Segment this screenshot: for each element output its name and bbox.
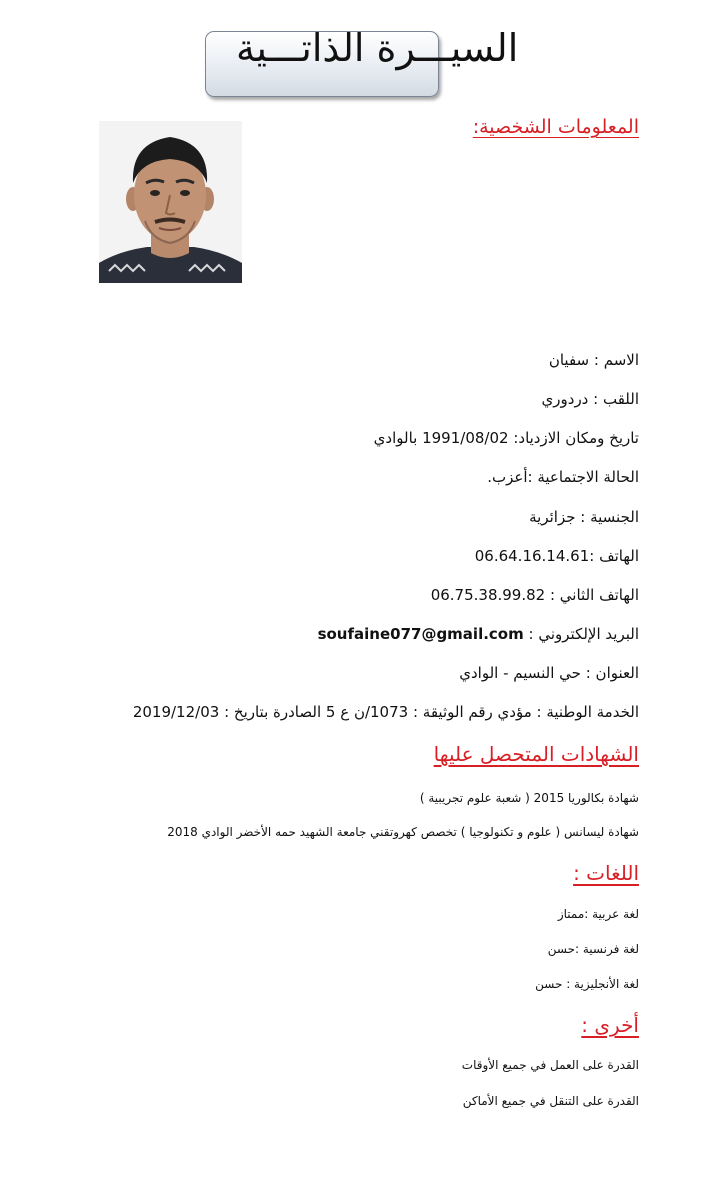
nationality-label: الجنسية : xyxy=(575,508,639,526)
other-heading: أخرى : xyxy=(581,1013,639,1037)
page-title: السيـــرة الذاتـــية xyxy=(236,26,519,70)
name-label: الاسم : xyxy=(589,351,639,369)
birth-line xyxy=(374,429,639,447)
marital-label: الحالة الاجتماعية : xyxy=(527,468,639,486)
email-value[interactable]: soufaine077@gmail.com xyxy=(317,625,524,643)
language-item: لغة عربية :ممتاز xyxy=(557,907,639,921)
certificate-item: شهادة بكالوريا 2015 ( شعبة علوم تجريبية ) xyxy=(419,791,639,805)
language-item: لغة الأنجليزية : حسن xyxy=(535,977,639,991)
other-item: القدرة على التنقل في جميع الأماكن xyxy=(462,1094,639,1108)
phone2-line xyxy=(431,586,639,604)
marital-value: أعزب. xyxy=(487,468,528,486)
surname-value: دردوري xyxy=(541,390,589,408)
marital-line xyxy=(487,468,639,486)
birth-label: تاريخ ومكان الازدياد: xyxy=(508,429,639,447)
service-line xyxy=(133,703,639,721)
name-line xyxy=(549,351,639,369)
certificate-item: شهادة ليسانس ( علوم و تكنولوجيا ) تخصص كهروتقني جامعة الشهيد حمه الأخضر الوادي 2018 xyxy=(167,825,639,839)
languages-heading: اللغات : xyxy=(573,861,639,885)
personal-info-heading: المعلومات الشخصية: xyxy=(472,116,639,138)
phone-value: 06.64.16.14.61 xyxy=(474,547,590,565)
nationality-value: جزائرية xyxy=(529,508,576,526)
certificates-heading: الشهادات المتحصل عليها xyxy=(433,742,639,766)
phone-line xyxy=(475,547,639,565)
phone2-label: الهاتف الثاني : xyxy=(545,586,639,604)
profile-photo-image xyxy=(99,121,242,283)
nationality-line xyxy=(529,508,639,526)
other-item: القدرة على العمل في جميع الأوقات xyxy=(461,1058,639,1072)
phone-label: الهاتف : xyxy=(589,547,639,565)
phone2-value: 06.75.38.99.82 xyxy=(430,586,546,604)
name-value: سفيان xyxy=(548,351,590,369)
birth-value: 1991/08/02 بالوادي xyxy=(373,429,509,447)
surname-label: اللقب : xyxy=(588,390,639,408)
address-line xyxy=(459,664,639,682)
profile-photo xyxy=(99,121,242,283)
language-item: لغة فرنسية :حسن xyxy=(547,942,639,956)
surname-line xyxy=(542,390,639,408)
service-label: الخدمة الوطنية : xyxy=(531,703,639,721)
address-value: حي النسيم - الوادي xyxy=(459,664,581,682)
service-value: مؤدي رقم الوثيقة : 1073/ن ع 5 الصادرة بتاريخ : 2019/12/03 xyxy=(132,703,532,721)
email-label: البريد الإلكتروني : xyxy=(523,625,639,643)
email-line xyxy=(318,625,639,643)
address-label: العنوان : xyxy=(580,664,639,682)
